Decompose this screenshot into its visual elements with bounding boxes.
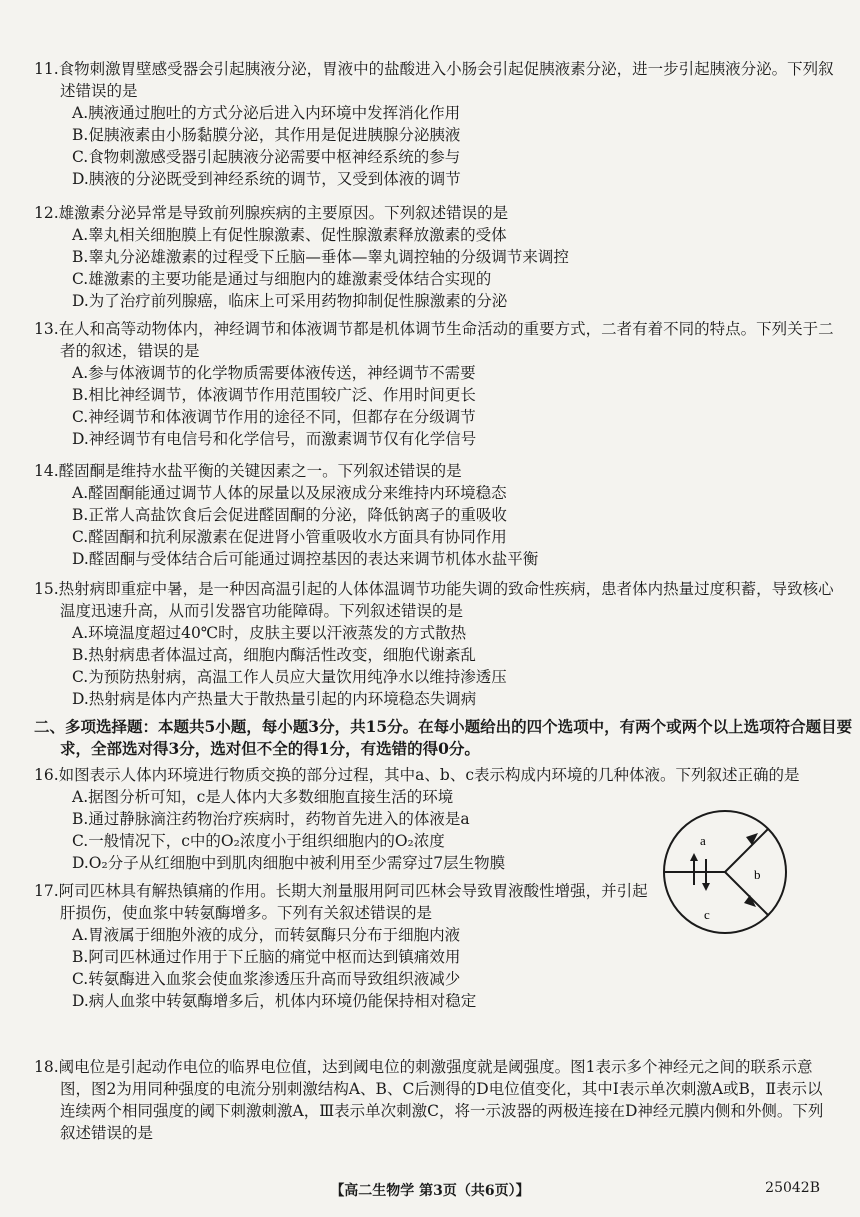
option-a: A.胃液属于细胞外液的成分，而转氨酶只分布于细胞内液 xyxy=(72,926,461,944)
option-c: C.神经调节和体液调节作用的途径不同，但都存在分级调节 xyxy=(72,408,476,426)
option-b: B.正常人高盐饮食后会促进醛固酮的分泌，降低钠离子的重吸收 xyxy=(72,506,507,524)
question-stem: 14.醛固酮是维持水盐平衡的关键因素之一。下列叙述错误的是 xyxy=(34,462,462,480)
arrow-head-icon xyxy=(746,833,758,845)
label-b: b xyxy=(754,867,761,882)
option-b: B.阿司匹林通过作用于下丘脑的痛觉中枢而达到镇痛效用 xyxy=(72,948,461,966)
option-d: D.热射病是体内产热量大于散热量引起的内环境稳态失调病 xyxy=(72,690,477,708)
option-b: B.通过静脉滴注药物治疗疾病时，药物首先进入的体液是a xyxy=(72,810,470,828)
option-d: D.神经调节有电信号和化学信号，而激素调节仅有化学信号 xyxy=(72,430,477,448)
option-b: B.相比神经调节，体液调节作用范围较广泛、作用时间更长 xyxy=(72,386,476,404)
question-15 xyxy=(34,578,834,710)
question-stem: 12.雄激素分泌异常是导致前列腺疾病的主要原因。下列叙述错误的是 xyxy=(34,204,509,222)
option-b: B.睾丸分泌雄激素的过程受下丘脑—垂体—睾丸调控轴的分级调节来调控 xyxy=(72,248,569,266)
question-12 xyxy=(34,202,834,312)
arrow-up-icon xyxy=(690,853,698,861)
option-c: C.食物刺激感受器引起胰液分泌需要中枢神经系统的参与 xyxy=(72,148,461,166)
option-d: D.胰液的分泌既受到神经系统的调节，又受到体液的调节 xyxy=(72,170,461,188)
footer-page-info: 【高二生物学 第3页（共6页）】 xyxy=(330,1183,530,1199)
question-13 xyxy=(34,318,834,450)
question-stem: 15.热射病即重症中暑，是一种因高温引起的人体体温调节功能失调的致命性疾病，患者体内热量过度积蓄，导致核心温度迅速升高，从而引发器官功能障碍。下列叙述错误的是 xyxy=(34,580,834,620)
question-11 xyxy=(34,58,834,190)
label-c: c xyxy=(704,907,710,922)
question-17 xyxy=(34,880,834,1012)
option-c: C.一般情况下，c中的O₂浓度小于组织细胞内的O₂浓度 xyxy=(72,832,445,850)
option-d: D.病人血浆中转氨酶增多后，机体内环境仍能保持相对稳定 xyxy=(72,992,477,1010)
footer-code: 25042B xyxy=(765,1180,820,1196)
question-18 xyxy=(34,1056,834,1144)
label-a: a xyxy=(700,833,706,848)
option-d: D.为了治疗前列腺癌，临床上可采用药物抑制促性腺激素的分泌 xyxy=(72,292,508,310)
question-stem: 13.在人和高等动物体内，神经调节和体液调节都是机体调节生命活动的重要方式，二者有着不同的特点。下列关于二者的叙述，错误的是 xyxy=(34,320,834,360)
option-b: B.热射病患者体温过高，细胞内酶活性改变，细胞代谢紊乱 xyxy=(72,646,476,664)
option-a: A.参与体液调节的化学物质需要体液传送，神经调节不需要 xyxy=(72,364,476,382)
option-a: A.环境温度超过40℃时，皮肤主要以汗液蒸发的方式散热 xyxy=(72,624,467,642)
question-stem: 11.食物刺激胃壁感受器会引起胰液分泌，胃液中的盐酸进入小肠会引起促胰液素分泌，进一步引起胰液分泌。下列叙述错误的是 xyxy=(34,60,834,100)
option-c: C.为预防热射病，高温工作人员应大量饮用纯净水以维持渗透压 xyxy=(72,668,507,686)
option-d: D.O₂分子从红细胞中到肌肉细胞中被利用至少需穿过7层生物膜 xyxy=(72,854,506,872)
question-14 xyxy=(34,460,834,570)
option-c: C.醛固酮和抗利尿激素在促进肾小管重吸收水方面具有协同作用 xyxy=(72,528,507,546)
option-c: C.转氨酶进入血浆会使血浆渗透压升高而导致组织液减少 xyxy=(72,970,461,988)
option-b: B.促胰液素由小肠黏膜分泌，其作用是促进胰腺分泌胰液 xyxy=(72,126,461,144)
divider-line-upper xyxy=(725,829,768,872)
option-d: D.醛固酮与受体结合后可能通过调控基因的表达来调节机体水盐平衡 xyxy=(72,550,539,568)
option-a: A.醛固酮能通过调节人体的尿量以及尿液成分来维持内环境稳态 xyxy=(72,484,507,502)
option-a: A.据图分析可知，c是人体内大多数细胞直接生活的环境 xyxy=(72,788,454,806)
question-stem: 16.如图表示人体内环境进行物质交换的部分过程，其中a、b、c表示构成内环境的几种体液。下列叙述正确的是 xyxy=(34,766,800,784)
option-c: C.雄激素的主要功能是通过与细胞内的雄激素受体结合实现的 xyxy=(72,270,492,288)
section-heading: 二、多项选择题：本题共5小题，每小题3分，共15分。在每小题给出的四个选项中，有两个或两个以上选项符合题目要求，全部选对得3分，选对但不全的得1分，有选错的得0分。 xyxy=(34,717,853,758)
option-a: A.睾丸相关细胞膜上有促性腺激素、促性腺激素释放激素的受体 xyxy=(72,226,507,244)
option-a: A.胰液通过胞吐的方式分泌后进入内环境中发挥消化作用 xyxy=(72,104,461,122)
question-stem: 17.阿司匹林具有解热镇痛的作用。长期大剂量服用阿司匹林会导致胃液酸性增强，并引起肝损伤，使血浆中转氨酶增多。下列有关叙述错误的是 xyxy=(34,882,648,922)
question-stem: 18.阈电位是引起动作电位的临界电位值，达到阈电位的刺激强度就是阈强度。图1表示多个神经元之间的联系示意图，图2为用同种强度的电流分别刺激结构A、B、C后测得的D电位值变化，其中Ⅰ表示单次刺激A或B，Ⅱ表示以连续两个相同强度的阈下刺激刺激A，Ⅲ表示单次刺激C，将一示波器的两极连接在D神经元膜内侧和外侧。下列叙述错误的是 xyxy=(34,1058,824,1142)
